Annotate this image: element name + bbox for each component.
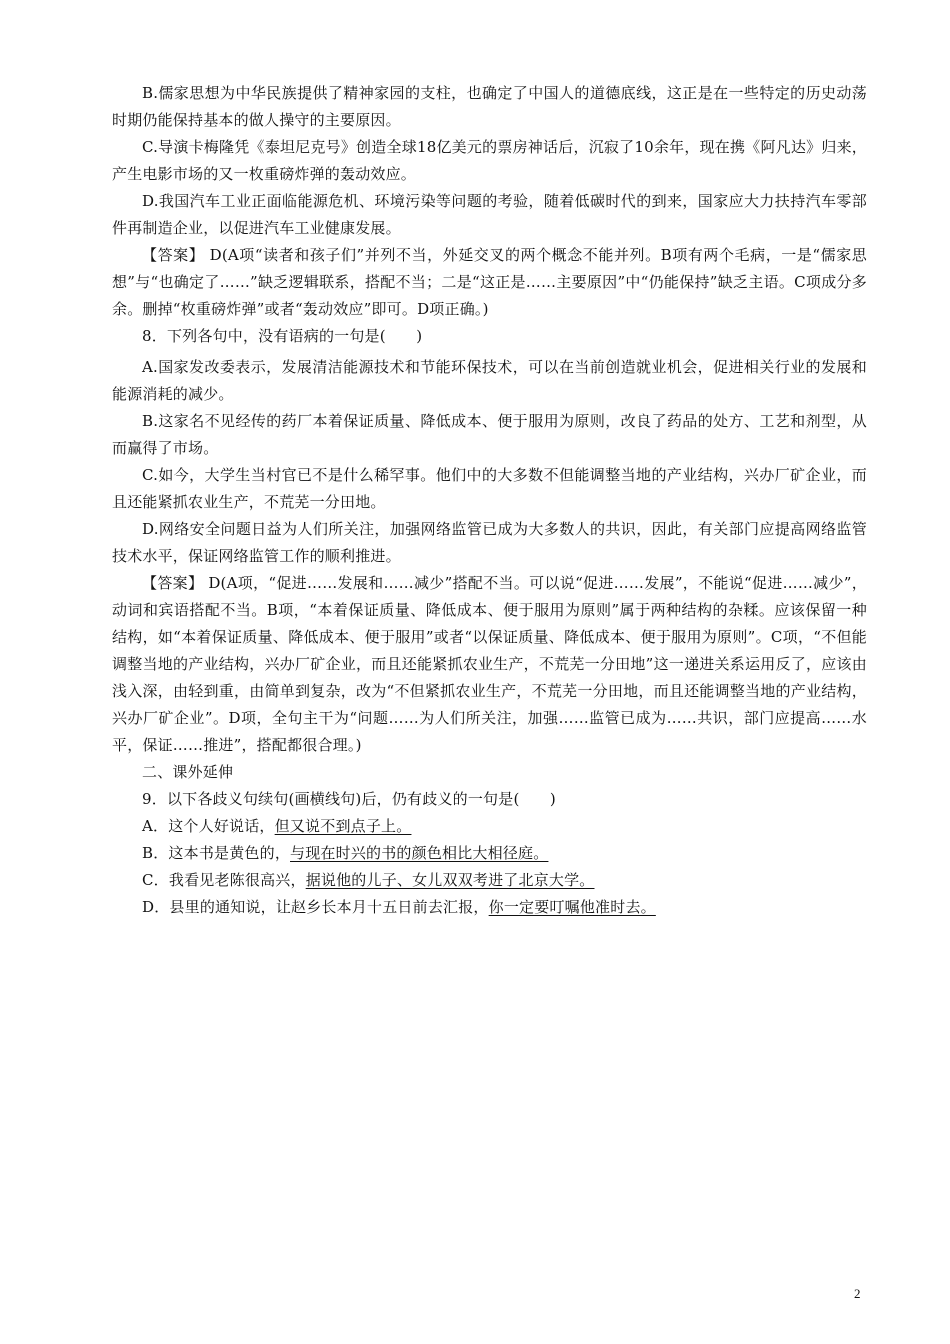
q8-option-d: D.网络安全问题日益为人们所关注，加强网络监管已成为大多数人的共识，因此，有关部门应提高网络监管技术水平，保证网络监管工作的顺利推进。 — [112, 520, 867, 565]
q9-option-a — [112, 813, 867, 840]
q9-option-b — [112, 840, 867, 867]
document-body — [112, 80, 867, 921]
q7-answer: 【答案】 D(A项“读者和孩子们”并列不当，外延交叉的两个概念不能并列。B项有两个毛病，一是“儒家思想”与“也确定了……”缺乏逻辑联系，搭配不当；二是“这正是……主要原因”中“仍能保持”缺乏主语。C项成分多余。删掉“枚重磅炸弹”或者“轰动效应”即可。D项正确。) — [112, 246, 867, 318]
q8-answer: 【答案】 D(A项，“促进……发展和……减少”搭配不当。可以说“促进……发展”，不能说“促进……减少”，动词和宾语搭配不当。B项，“本着保证质量、降低成本、便于服用为原则”属于两种结构的杂糅。应该保留一种结构，如“本着保证质量、降低成本、便于服用”或者“以保证质量、降低成本、便于服用为原则”。C项，“不但能调整当地的产业结构，兴办厂矿企业，而且还能紧抓农业生产，不荒芜一分田地”这一递进关系运用反了，应该由浅入深，由轻到重，由简单到复杂，改为“不但紧抓农业生产，不荒芜一分田地，而且还能调整当地的产业结构，兴办厂矿企业”。D项，全句主干为“问题……为人们所关注，加强……监管已成为……共识，部门应提高……水平，保证……推进”，搭配都很合理。) — [112, 574, 867, 754]
q9-option-c-prefix: C．我看见老陈很高兴， — [142, 871, 306, 889]
q7-option-d: D.我国汽车工业正面临能源危机、环境污染等问题的考验，随着低碳时代的到来，国家应大力扶持汽车零部件再制造企业，以促进汽车工业健康发展。 — [112, 192, 867, 237]
page-number: 2 — [854, 1286, 861, 1301]
q9-stem: 9．以下各歧义句续句(画横线句)后，仍有歧义的一句是( ) — [142, 790, 556, 808]
q8-stem: 8．下列各句中，没有语病的一句是( ) — [142, 327, 423, 345]
q9-option-d-underlined: 你一定要叮嘱他准时去。 — [488, 898, 656, 916]
section-heading: 二、课外延伸 — [142, 763, 234, 781]
q9-option-c-underlined: 据说他的儿子、女儿双双考进了北京大学。 — [305, 871, 595, 889]
q9-option-d — [112, 894, 867, 921]
q9-option-c — [112, 867, 867, 894]
q9-option-a-underlined: 但又说不到点子上。 — [274, 817, 412, 835]
q9-option-b-underlined: 与现在时兴的书的颜色相比大相径庭。 — [290, 844, 549, 862]
q8-option-b: B.这家名不见经传的药厂本着保证质量、降低成本、便于服用为原则，改良了药品的处方、工艺和剂型，从而赢得了市场。 — [112, 412, 867, 457]
q9-option-a-prefix: A．这个人好说话， — [142, 817, 275, 835]
q8-option-c: C.如今，大学生当村官已不是什么稀罕事。他们中的大多数不但能调整当地的产业结构，兴办厂矿企业，而且还能紧抓农业生产，不荒芜一分田地。 — [112, 466, 867, 511]
q7-option-b: B.儒家思想为中华民族提供了精神家园的支柱，也确定了中国人的道德底线，这正是在一些特定的历史动荡时期仍能保持基本的做人操守的主要原因。 — [112, 84, 867, 129]
q8-option-a: A.国家发改委表示，发展清洁能源技术和节能环保技术，可以在当前创造就业机会，促进相关行业的发展和能源消耗的减少。 — [112, 358, 867, 403]
q7-option-c: C.导演卡梅隆凭《泰坦尼克号》创造全球18亿美元的票房神话后，沉寂了10余年，现在携《阿凡达》归来，产生电影市场的又一枚重磅炸弹的轰动效应。 — [112, 138, 867, 183]
q9-option-b-prefix: B．这本书是黄色的， — [142, 844, 291, 862]
q9-option-d-prefix: D．县里的通知说，让赵乡长本月十五日前去汇报， — [142, 898, 489, 916]
